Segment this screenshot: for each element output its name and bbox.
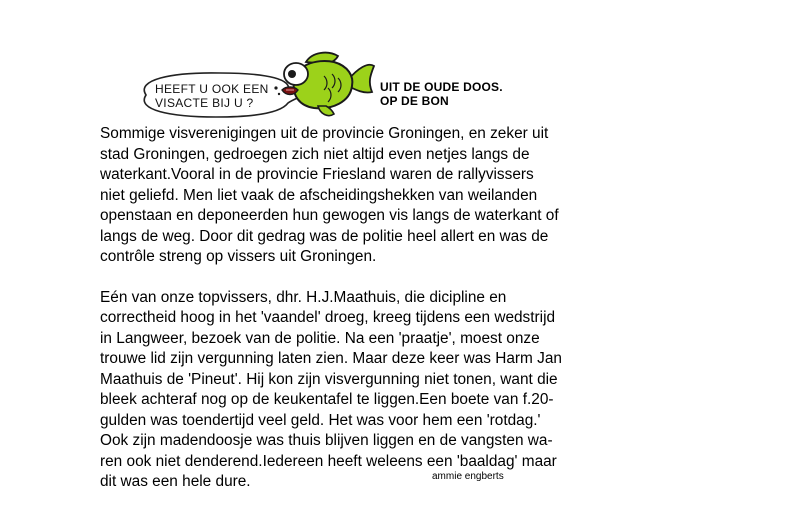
fish-drawing — [272, 48, 377, 120]
headline-line-2: OP DE BON — [380, 94, 449, 108]
fish-icon — [272, 48, 377, 120]
paragraph-1 — [100, 124, 620, 268]
paragraph-line: in Langweer, bezoek van de politie. Na een 'praatje', moest onze — [100, 329, 540, 347]
paragraph-line: correctheid hoog in het 'vaandel' droeg, kreeg tijdens een wedstrijd — [100, 309, 556, 326]
paragraph-line: niet geliefd. Men liet vaak de afscheidingshekken van weilanden — [100, 186, 538, 204]
paragraph-line: contrôle streng op vissers uit Groningen. — [100, 248, 377, 265]
paragraph-line: gulden was toendertijd veel geld. Het was voor hem een 'rotdag.' — [100, 411, 541, 429]
article-body — [100, 124, 620, 493]
paragraph-line: stad Groningen, gedroegen zich niet altijd even netjes langs de — [100, 145, 530, 163]
paragraph-spacer — [100, 268, 620, 288]
headline — [380, 80, 503, 108]
author-signature: ammie engberts — [432, 471, 504, 482]
article-header — [0, 0, 800, 125]
paragraph-line: Ook zijn madendoosje was thuis blijven liggen en de vangsten wa- — [100, 432, 553, 449]
paragraph-2 — [100, 288, 620, 493]
paragraph-line: bleek achteraf nog op de keukentafel te liggen.Een boete van f.20- — [100, 391, 554, 408]
paragraph-line: dit was een hele dure. — [100, 473, 251, 490]
headline-line-1: UIT DE OUDE DOOS. — [380, 80, 503, 94]
paragraph-line: Sommige visverenigingen uit de provincie Groningen, en zeker uit — [100, 125, 549, 142]
paragraph-line: openstaan en deponeerden hun gewogen vis langs de waterkant of — [100, 207, 559, 224]
paragraph-line: trouwe lid zijn vergunning laten zien. Maar deze keer was Harm Jan — [100, 350, 562, 367]
paragraph-line: Eén van onze topvissers, dhr. H.J.Maathuis, die dicipline en — [100, 288, 507, 306]
bubble-line-1: HEEFT U OOK EEN — [155, 82, 269, 96]
paragraph-line: langs de weg. Door dit gedrag was de politie heel allert en was de — [100, 227, 549, 245]
paragraph-line: ren ook niet denderend.Iedereen heeft weleens een 'baaldag' maar — [100, 452, 557, 470]
bubble-line-2: VISACTE BIJ U ? — [155, 96, 254, 110]
paragraph-line: waterkant.Vooral in de provincie Friesland waren de rallyvissers — [100, 166, 534, 183]
paragraph-line: Maathuis de 'Pineut'. Hij kon zijn visvergunning niet tonen, want die — [100, 370, 558, 388]
